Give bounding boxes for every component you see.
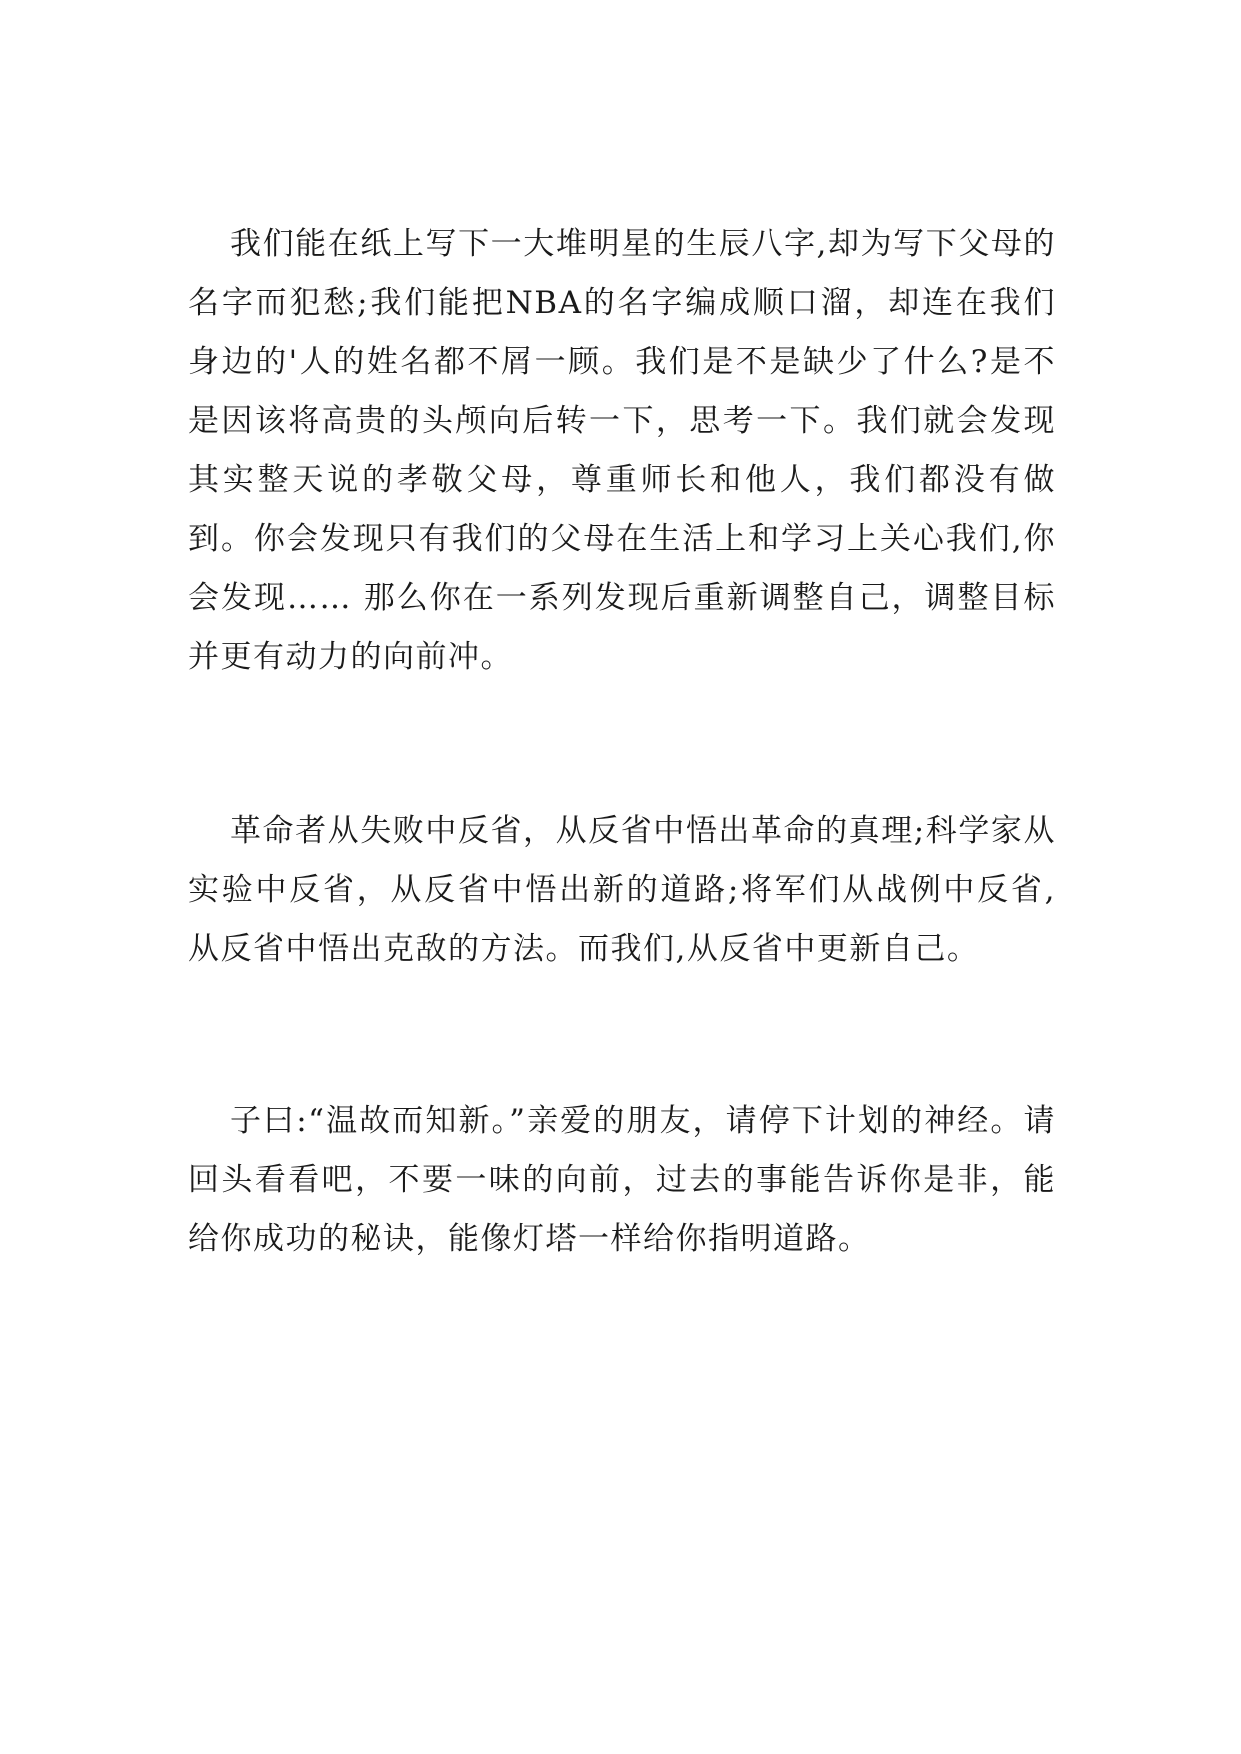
paragraph-1: 我们能在纸上写下一大堆明星的生辰八字,却为写下父母的名字而犯愁;我们能把NBA的名字编成顺口溜，却连在我们身边的'人的姓名都不屑一顾。我们是不是缺少了什么?是不是因该将高贵的头颅向后转一下，思考一下。我们就会发现其实整天说的孝敬父母，尊重师长和他人，我们都没有做到。你会发现只有我们的父母在生活上和学习上关心我们,你会发现…… 那么你在一系列发现后重新调整自己，调整目标并更有动力的向前冲。: [188, 226, 1056, 675]
paragraph-2: 革命者从失败中反省，从反省中悟出革命的真理;科学家从实验中反省，从反省中悟出新的道路;将军们从战例中反省,从反省中悟出克敌的方法。而我们,从反省中更新自己。: [188, 813, 1056, 967]
paragraph-3: 子曰:“温故而知新。”亲爱的朋友，请停下计划的神经。请回头看看吧，不要一味的向前，过去的事能告诉你是非，能给你成功的秘诀，能像灯塔一样给你指明道路。: [188, 1103, 1056, 1257]
